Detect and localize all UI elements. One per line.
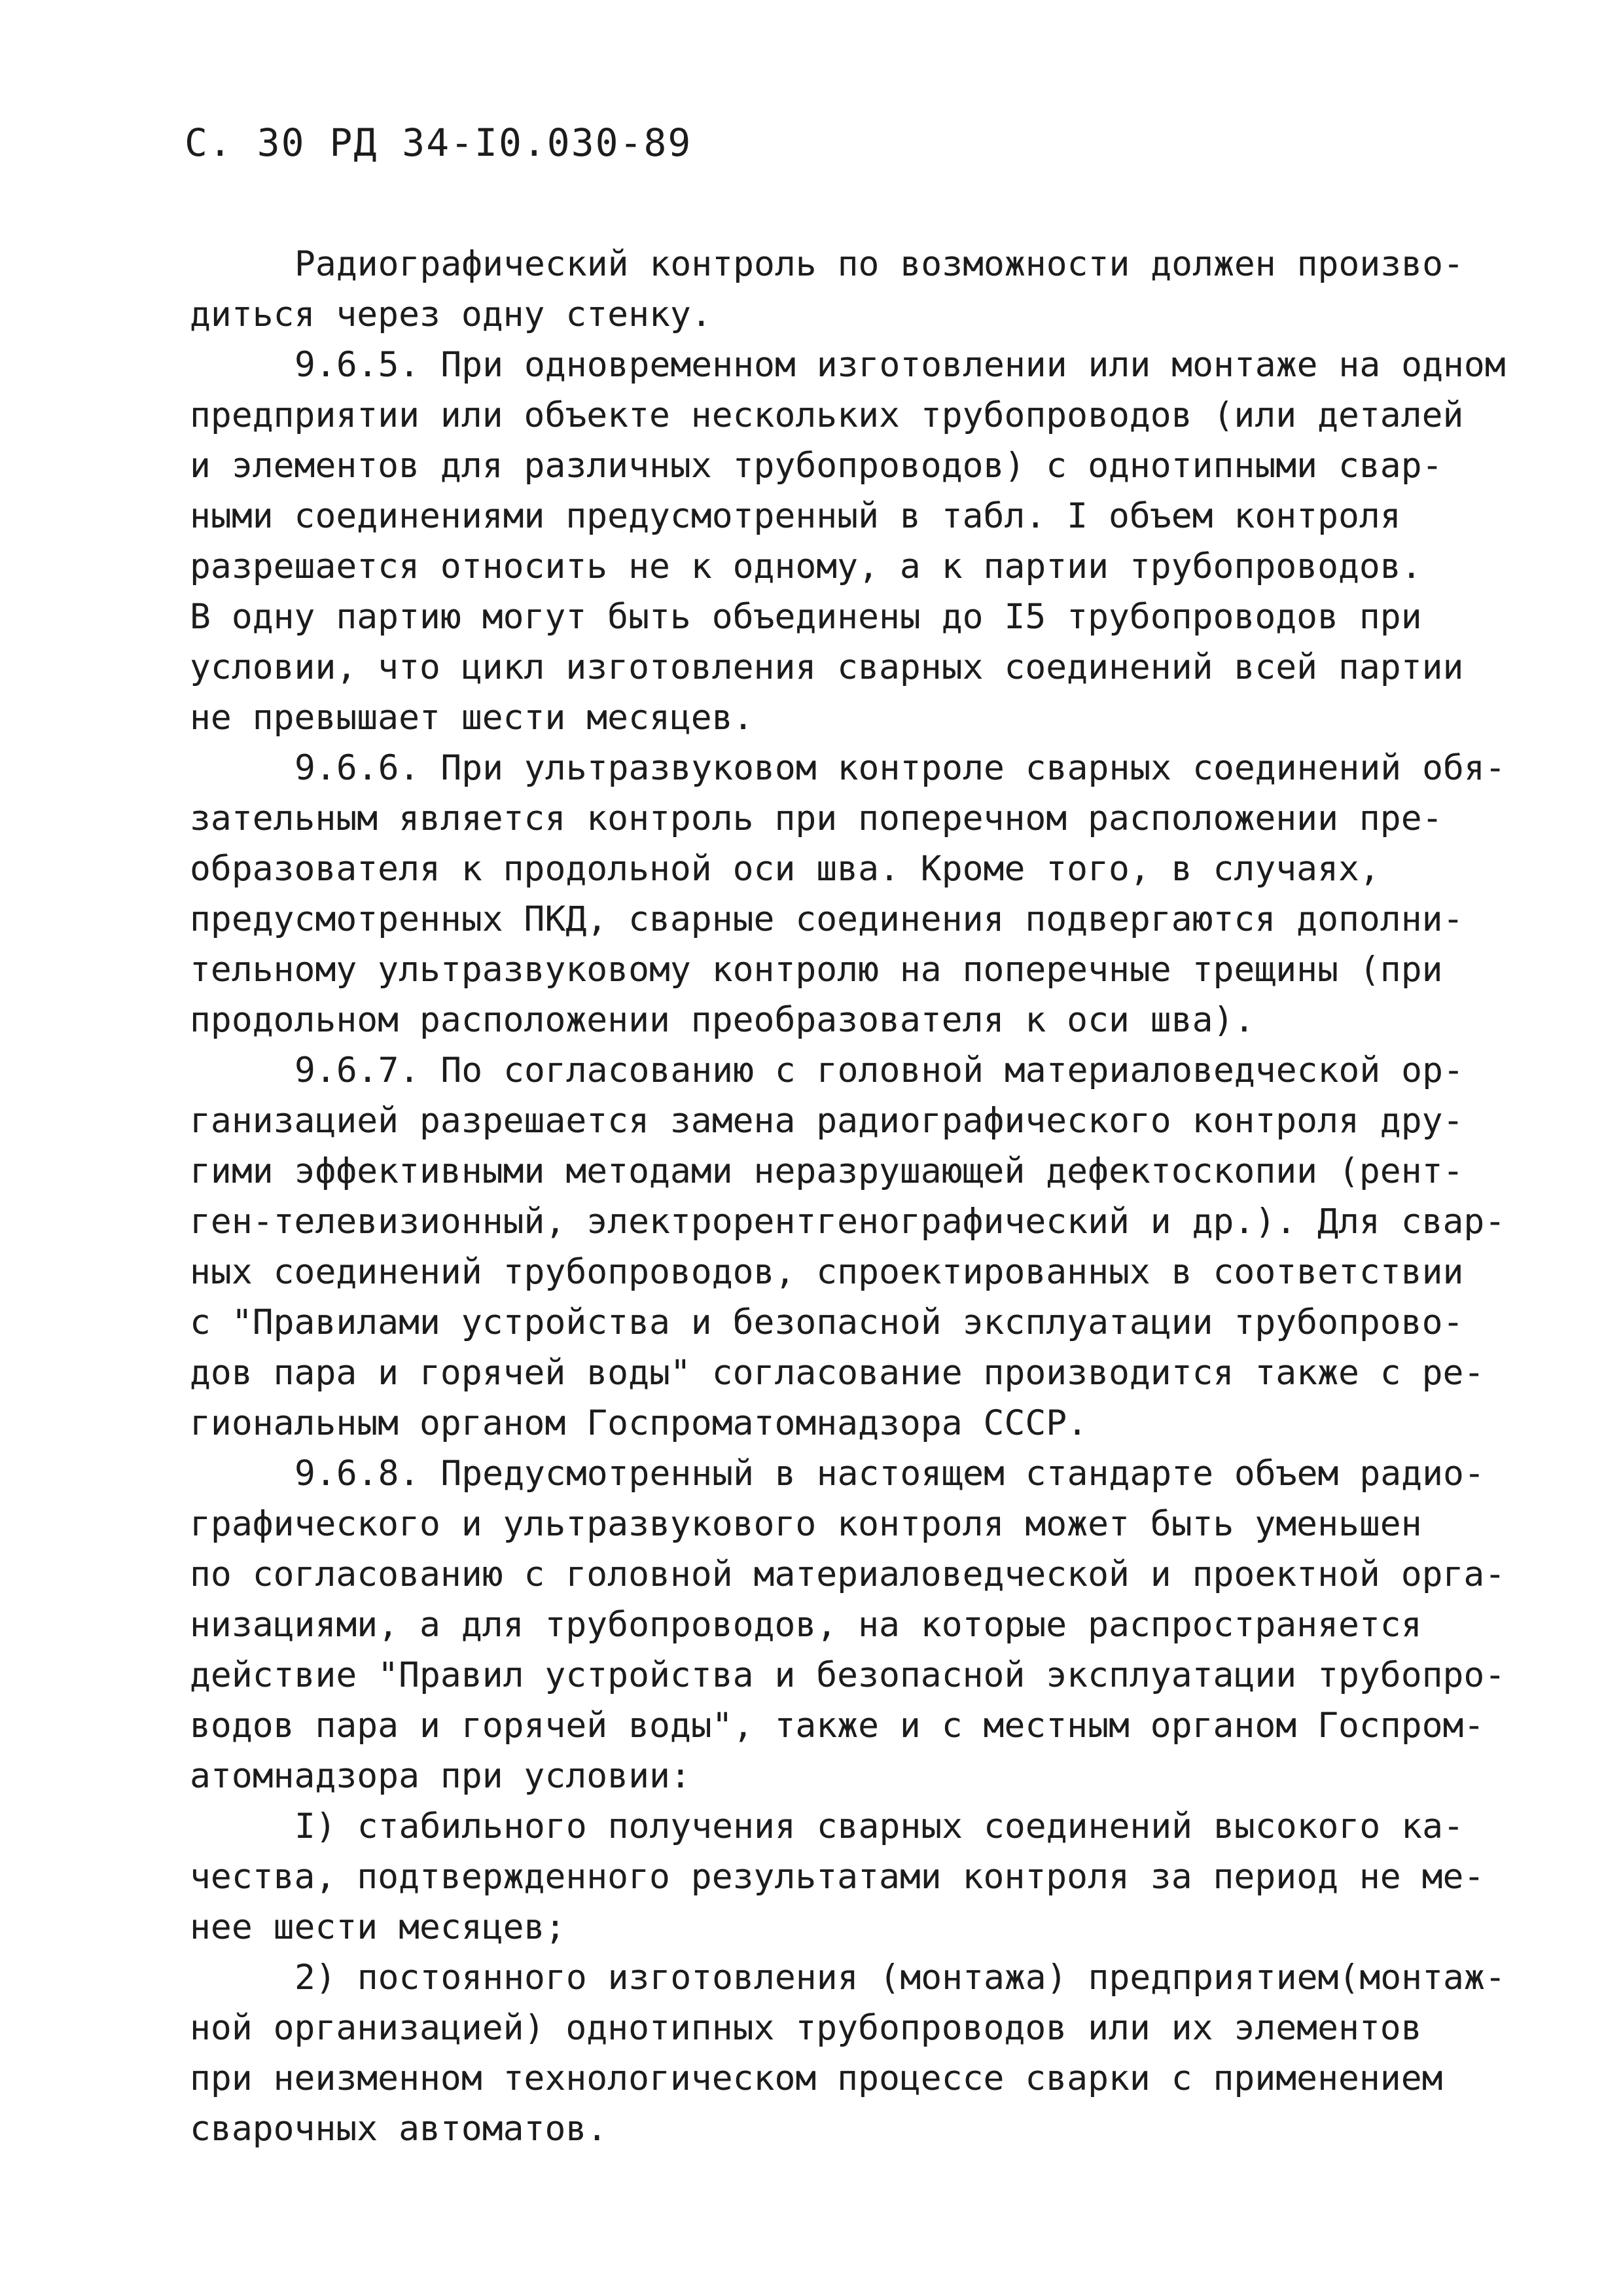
text-line: В одну партию могут быть объединены до I5 трубопроводов при bbox=[190, 597, 1422, 637]
text-line: сварочных автоматов. bbox=[190, 2109, 608, 2149]
page-header: С. 30 РД 34-I0.030-89 bbox=[185, 120, 692, 165]
paragraph-9-6-7 bbox=[190, 1045, 1505, 1448]
text-line: ной организацией) однотипных трубопроводов или их элементов bbox=[190, 2008, 1422, 2048]
text-line: атомнадзора при условии: bbox=[190, 1756, 691, 1796]
text-line: по согласованию с головной материаловедческой и проектной орга- bbox=[190, 1554, 1506, 1594]
text-line: диться через одну стенку. bbox=[190, 295, 712, 334]
text-line: условии, что цикл изготовления сварных соединений всей партии bbox=[190, 647, 1464, 687]
text-line: с "Правилами устройства и безопасной эксплуатации трубопрово- bbox=[190, 1302, 1464, 1342]
text-line: 9.6.7. По согласованию с головной материаловедческой ор- bbox=[294, 1050, 1464, 1090]
text-line: предусмотренных ПКД, сварные соединения подвергаются дополни- bbox=[190, 899, 1464, 939]
document-body bbox=[190, 239, 1505, 2154]
text-line: ген-телевизионный, электрорентгенографический и др.). Для свар- bbox=[190, 1202, 1506, 1242]
text-line: 9.6.6. При ультразвуковом контроле сварных соединений обя- bbox=[294, 748, 1506, 788]
text-line: Радиографический контроль по возможности должен произво- bbox=[294, 244, 1464, 284]
paragraph-9-6-8 bbox=[190, 1448, 1505, 1801]
text-line: гиональным органом Госпроматомнадзора СССР. bbox=[190, 1403, 1088, 1443]
text-line: при неизменном технологическом процессе сварки с применением bbox=[190, 2058, 1443, 2098]
text-line: 2) постоянного изготовления (монтажа) предприятием(монтаж- bbox=[294, 1958, 1506, 1998]
paragraph-9-6-5 bbox=[190, 340, 1505, 743]
text-line: ганизацией разрешается замена радиографического контроля дру- bbox=[190, 1101, 1464, 1141]
text-line: ных соединений трубопроводов, спроектированных в соответствии bbox=[190, 1252, 1464, 1292]
text-line: чества, подтвержденного результатами контроля за период не ме- bbox=[190, 1857, 1485, 1897]
text-line: 9.6.5. При одновременном изготовлении или монтаже на одном bbox=[294, 345, 1506, 385]
text-line: нее шести месяцев; bbox=[190, 1907, 566, 1947]
text-line: I) стабильного получения сварных соединений высокого ка- bbox=[294, 1806, 1464, 1846]
text-line: действие "Правил устройства и безопасной эксплуатации трубопро- bbox=[190, 1655, 1506, 1695]
text-line: водов пара и горячей воды", также и с местным органом Госпром- bbox=[190, 1706, 1485, 1746]
text-line: и элементов для различных трубопроводов) с однотипными свар- bbox=[190, 446, 1443, 486]
paragraph-intro bbox=[190, 239, 1505, 340]
text-line: продольном расположении преобразователя к оси шва). bbox=[190, 1000, 1255, 1040]
text-line: гими эффективными методами неразрушающей дефектоскопии (рент- bbox=[190, 1151, 1464, 1191]
text-line: разрешается относить не к одному, а к партии трубопроводов. bbox=[190, 547, 1422, 586]
text-line: зательным является контроль при поперечном расположении пре- bbox=[190, 798, 1443, 838]
text-line: ными соединениями предусмотренный в табл. I объем контроля bbox=[190, 496, 1401, 536]
list-item-2 bbox=[190, 1952, 1505, 2154]
text-line: образователя к продольной оси шва. Кроме того, в случаях, bbox=[190, 849, 1380, 889]
text-line: дов пара и горячей воды" согласование производится также с ре- bbox=[190, 1353, 1485, 1393]
text-line: 9.6.8. Предусмотренный в настоящем стандарте объем радио- bbox=[294, 1454, 1485, 1494]
list-item-1 bbox=[190, 1801, 1505, 1952]
text-line: графического и ультразвукового контроля может быть уменьшен bbox=[190, 1504, 1422, 1544]
text-line: низациями, а для трубопроводов, на которые распространяется bbox=[190, 1605, 1422, 1645]
paragraph-9-6-6 bbox=[190, 743, 1505, 1045]
text-line: не превышает шести месяцев. bbox=[190, 698, 754, 738]
text-line: предприятии или объекте нескольких трубопроводов (или деталей bbox=[190, 395, 1464, 435]
text-line: тельному ультразвуковому контролю на поперечные трещины (при bbox=[190, 950, 1443, 990]
